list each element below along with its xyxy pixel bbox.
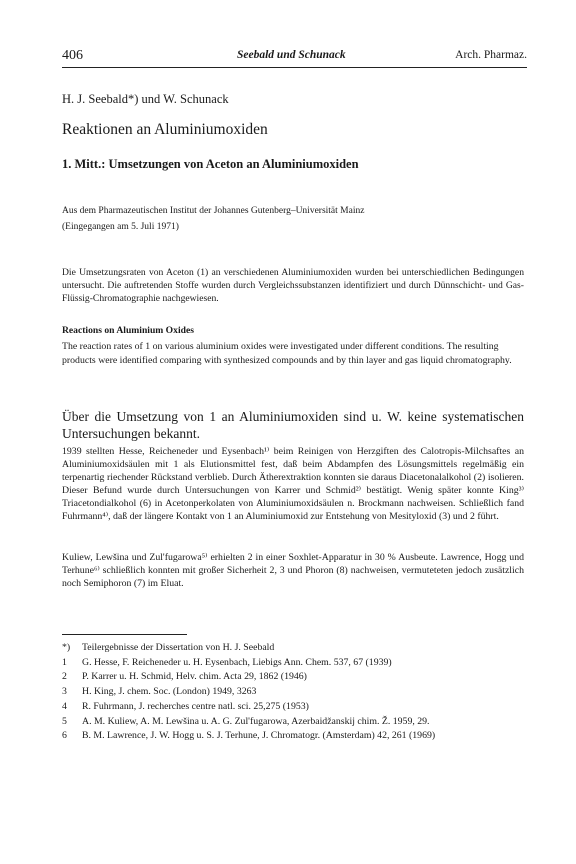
running-authors: Seebald und Schunack [237,49,346,61]
received-date: (Eingegangen am 5. Juli 1971) [62,222,179,232]
footnote-list [62,641,528,744]
running-header [62,48,527,64]
footnote-text: Teilergebnisse der Dissertation von H. J. Seebald [82,642,275,653]
header-divider [62,67,527,68]
footnote-marker: 2 [62,671,67,683]
footnote-item [62,685,528,700]
english-title: Reactions on Aluminium Oxides [62,325,194,336]
footnote-item [62,641,528,656]
footnote-text: P. Karrer u. H. Schmid, Helv. chim. Acta 29, 1862 (1946) [82,671,307,683]
article-subtitle: 1. Mitt.: Umsetzungen von Aceton an Aluminiumoxiden [62,157,359,171]
page-number: 406 [62,48,83,63]
footnote-text: G. Hesse, F. Reicheneder u. H. Eysenbach, Liebigs Ann. Chem. 537, 67 (1939) [82,656,392,668]
body-paragraph: Kuliew, Lewšina und Zul'fugarowa⁵⁾ erhielten 2 in einer Soxhlet-Apparatur in 30 % Ausbeute. Lawrence, Hogg und Terhune⁶⁾ schließlich konnten mit großer Sicherheit 2, 3 und Phoron (8) nachweisen, vermuteteten jedoch zusätzlich noch Semiphoron (7) im Eluat. [62,552,524,590]
footnote-text: H. King, J. chem. Soc. (London) 1949, 3263 [82,686,257,698]
footnote-marker: 1 [62,656,67,668]
footnote-item [62,656,528,671]
footnote-text: B. M. Lawrence, J. W. Hogg u. S. J. Terhune, J. Chromatogr. (Amsterdam) 42, 261 (1969) [82,730,436,742]
intro-sentence: Über die Umsetzung von 1 an Aluminiumoxiden sind u. W. keine systematischen Untersuchungen bekannt. [62,409,524,441]
footnote-text: A. M. Kuliew, A. M. Lewšina u. A. G. Zul'fugarowa, Azerbaidžanskij chim. Ž. 1959, 29. [82,715,430,727]
footnote-marker: 6 [62,730,67,742]
footnote-item [62,700,528,715]
abstract-german: Die Umsetzungsraten von Aceton (1) an verschiedenen Aluminiumoxiden wurden bei unterschiedlichen Bedingungen untersucht. Die auftretenden Stoffe wurden durch Vergleichssubstanzen identifiziert und durch Dünnschicht- und Gas-Flüssig-Chromatographie nachgewiesen. [62,267,524,304]
article-authors: H. J. Seebald*) und W. Schunack [62,92,229,106]
footnote-item [62,670,528,685]
footnote-marker: 3 [62,686,67,698]
footnote-text: R. Fuhrmann, J. recherches centre natl. sci. 25,275 (1953) [82,700,309,712]
footnote-item [62,715,528,730]
abstract-english: The reaction rates of 1 on various aluminium oxides were investigated under different conditions. The resulting products were identified comparing with synthesized compounds and by thin layer and gas liquid chromatography. [62,341,512,366]
footnote-marker: 4 [62,700,67,712]
footnote-item [62,729,528,744]
affiliation: Aus dem Pharmazeutischen Institut der Johannes Gutenberg–Universität Mainz [62,206,365,216]
body-paragraph: 1939 stellten Hesse, Reicheneder und Eysenbach¹⁾ beim Reinigen von Herzgiften des Calotropis-Milchsaftes an Aluminiumoxidsäulen mit 1 als Elutionsmittel fest, daß beim Abdampfen des Lösungsmittels regelmäßig ein terpenartig riechender Rückstand verblieb. Durch Ätherextraktion konnten sie daraus Diacetonalalkohol (2) isolieren. Dieser Befund wurde durch Untersuchungen von Karrer und Schmid²⁾ bestätigt. Wenig später konnte King³⁾ Triacetondialkohol (6) in Acetonperkolaten von Aluminiumoxidsäulen n. Brockmann nachweisen. Schließlich fand Fuhrmann⁴⁾, daß der längere Kontakt von 1 an Aluminiumoxid zur Entstehung von Mesityloxid (3) und 2 führt. [62,446,524,523]
footnote-marker: *) [62,642,71,653]
footnote-marker: 5 [62,715,67,727]
journal-name: Arch. Pharmaz. [455,49,527,61]
article-title: Reaktionen an Aluminiumoxiden [62,121,268,138]
footnote-divider [62,634,187,635]
